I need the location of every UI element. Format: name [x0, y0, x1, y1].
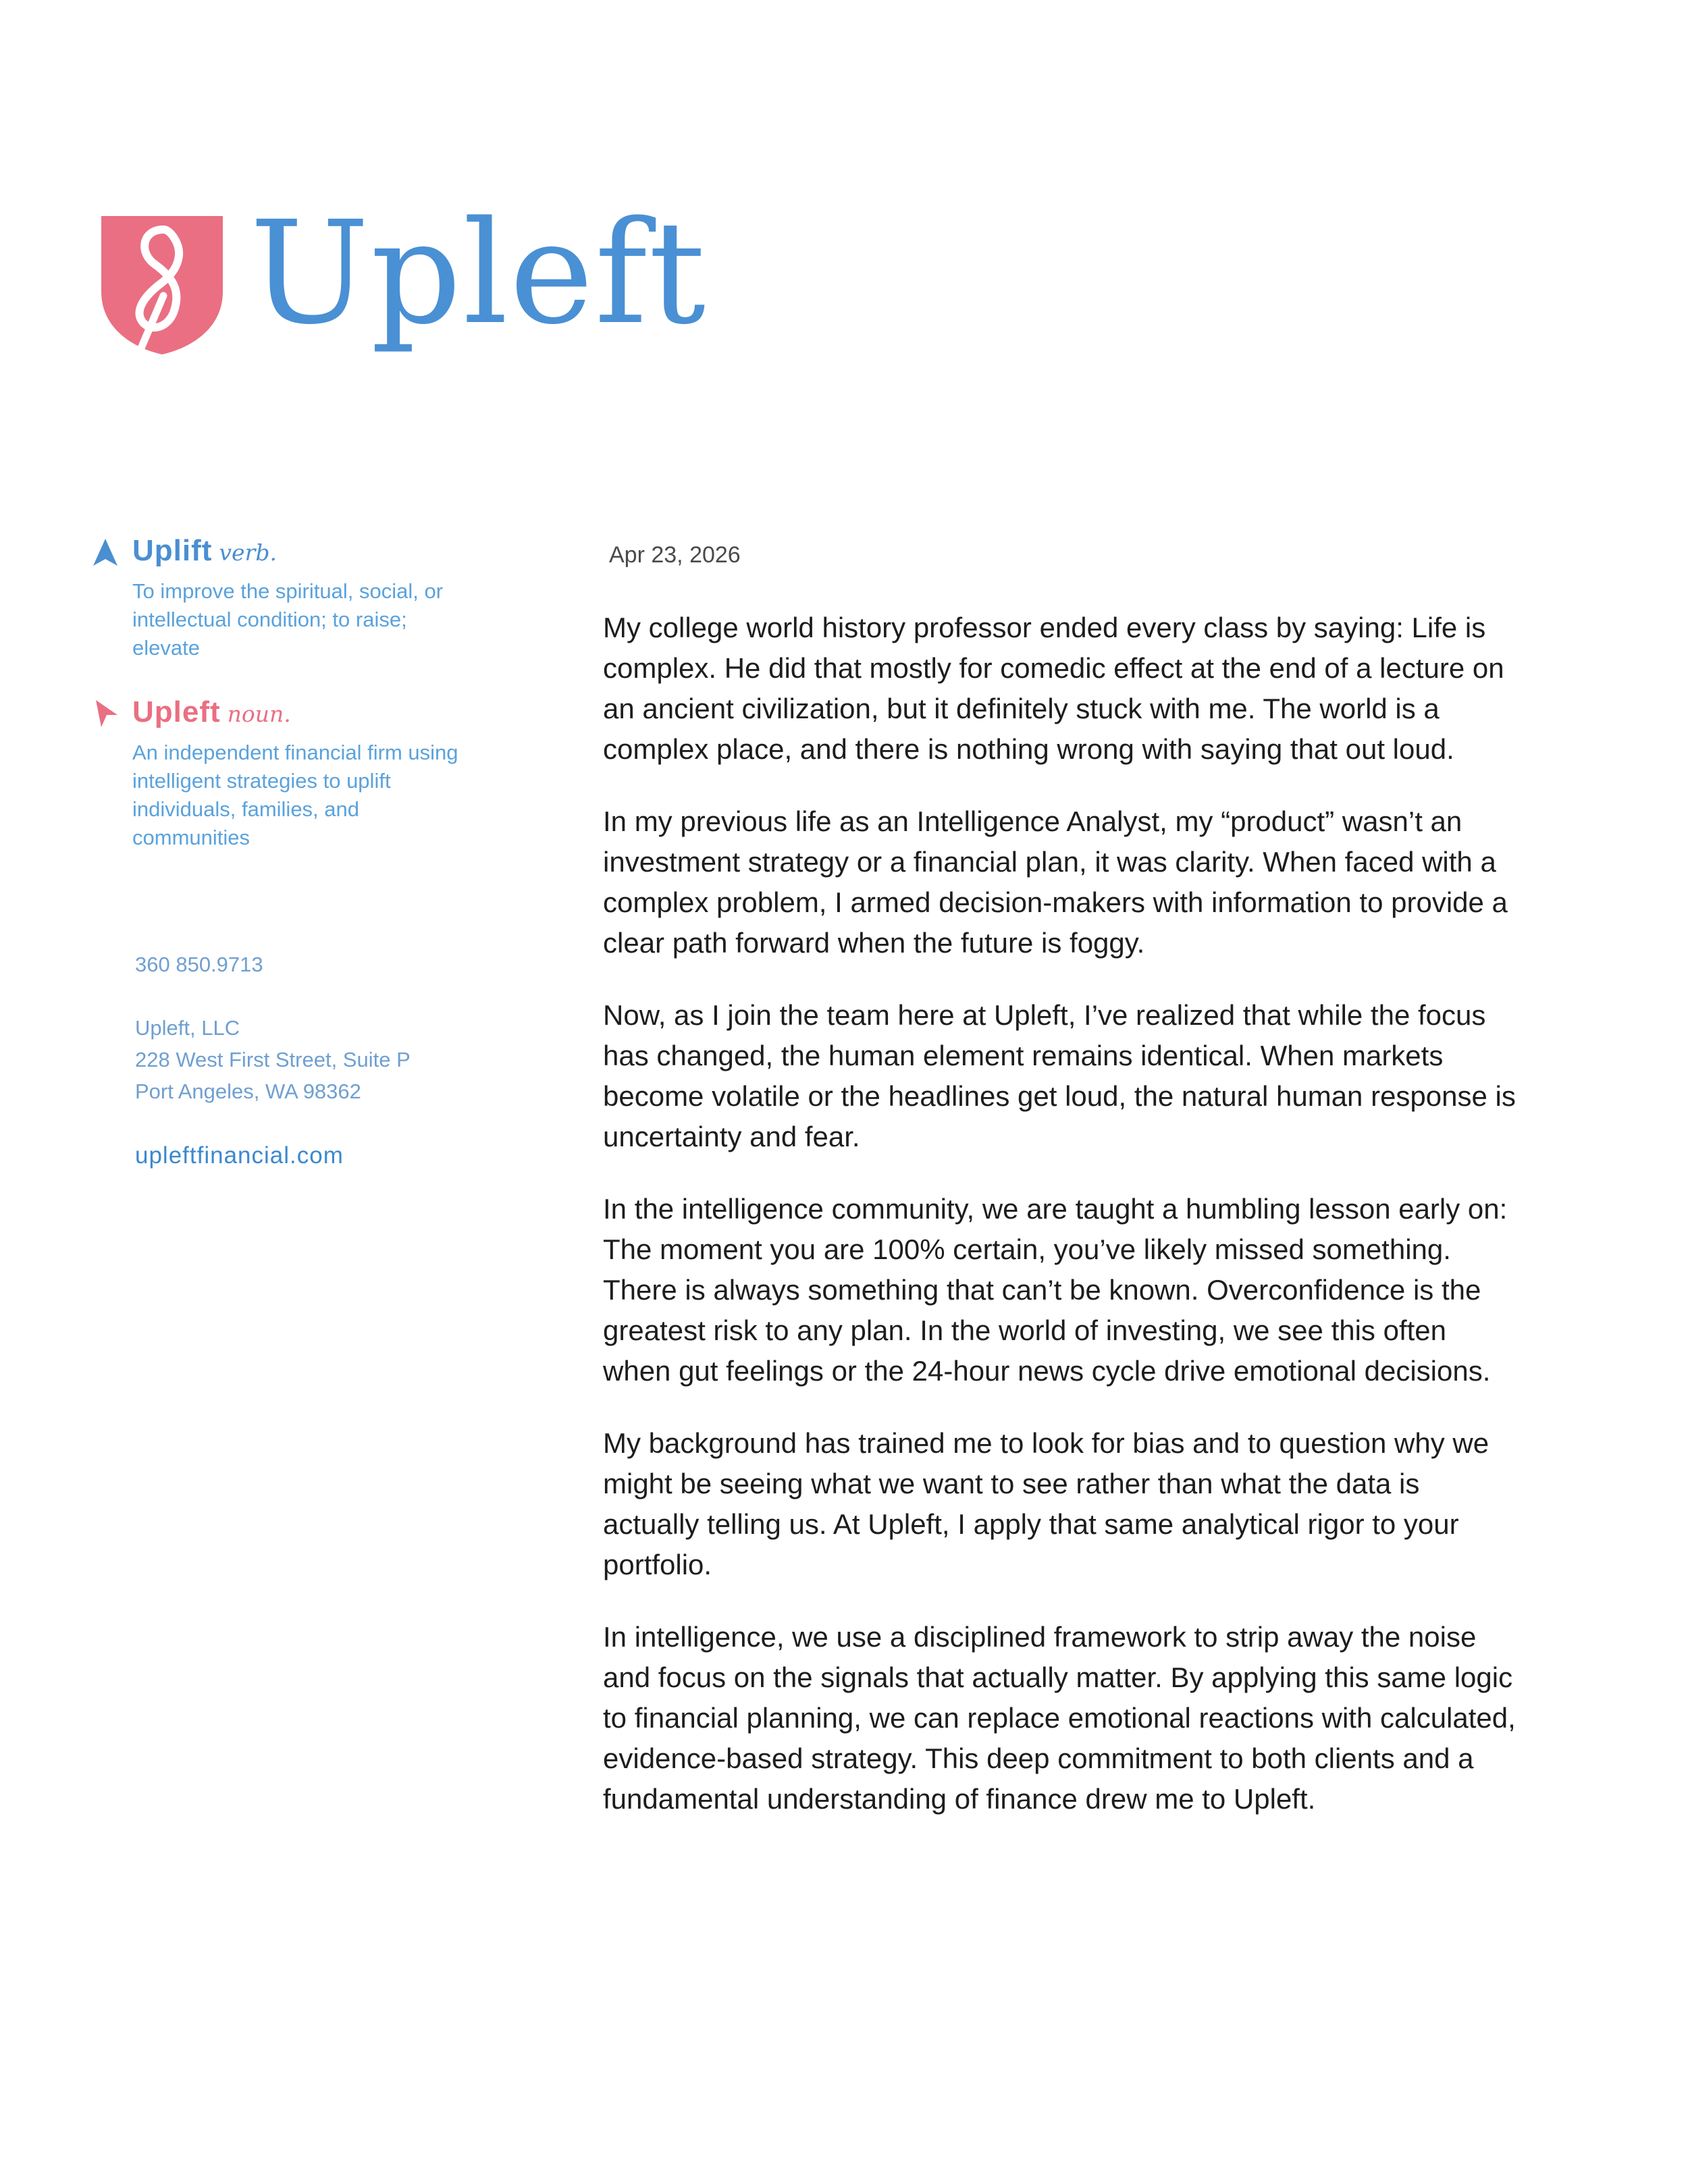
definition-uplift — [93, 533, 471, 662]
letter-date: Apr 23, 2026 — [609, 542, 741, 568]
definition-text: An independent financial firm using intelligent strategies to uplift individuals, families, and communities — [132, 740, 458, 849]
definition-text: To improve the spiritual, social, or intellectual condition; to raise; elevate — [132, 579, 444, 660]
letterhead-sidebar — [93, 533, 471, 852]
phone-number: 360 850.9713 — [135, 953, 263, 976]
letter-paragraph: Now, as I join the team here at Upleft, I’ve realized that while the focus has changed, the human element remains identical. When markets become volatile or the headlines get loud, the natural human response is uncertainty and fear. — [603, 999, 1516, 1152]
letter-body — [603, 608, 1521, 1851]
definition-heading — [132, 695, 471, 730]
letter-paragraph: In the intelligence community, we are taught a humbling lesson early on: The moment you are 100% certain, you’ve likely missed something. There is always something that can’t be known. Overconfidence is the greatest risk to any plan. In the world of investing, we see this often when gut feelings or the 24-hour news cycle drive emotional decisions. — [603, 1193, 1508, 1387]
definition-term: Upleft — [132, 695, 221, 728]
triangle-arrow-icon — [93, 539, 117, 566]
definition-upleft — [93, 695, 471, 852]
letter-paragraph: My college world history professor ended every class by saying: Life is complex. He did that mostly for comedic effect at the end of a lecture on an ancient civilization, but it definitely stuck with me. The world is a complex place, and there is nothing wrong with saying that out loud. — [603, 612, 1504, 765]
company-name: Upleft, LLC — [135, 1016, 240, 1040]
shield-knot-icon — [101, 216, 223, 354]
website-link[interactable]: upleftfinancial.com — [135, 1142, 344, 1169]
part-of-speech: verb. — [219, 539, 277, 566]
letter-paragraph: In intelligence, we use a disciplined framework to strip away the noise and focus on the signals that actually matter. By applying this same logic to financial planning, we can replace emotional reactions with calculated, evidence-based strategy. This deep commitment to both clients and a fundamental understanding of finance drew me to Upleft. — [603, 1621, 1516, 1815]
letter-paragraph: My background has trained me to look for bias and to question why we might be seeing what we want to see rather than what the data is actually telling us. At Upleft, I apply that same analytical rigor to your portfolio. — [603, 1427, 1489, 1580]
cursor-arrow-icon — [93, 700, 117, 727]
letter-paragraph: In my previous life as an Intelligence Analyst, my “product” wasn’t an investment strategy or a financial plan, it was clarity. When faced with a complex problem, I armed decision-makers with information to provide a clear path forward when the future is foggy. — [603, 805, 1508, 959]
address-line-1: 228 West First Street, Suite P — [135, 1048, 411, 1071]
definition-term: Uplift — [132, 534, 213, 567]
definition-heading — [132, 533, 471, 569]
logo-wordmark: Upleft — [250, 190, 707, 356]
part-of-speech: noun. — [227, 700, 291, 727]
contact-info — [135, 949, 473, 1171]
address-line-2: Port Angeles, WA 98362 — [135, 1080, 361, 1103]
company-logo — [101, 190, 776, 392]
